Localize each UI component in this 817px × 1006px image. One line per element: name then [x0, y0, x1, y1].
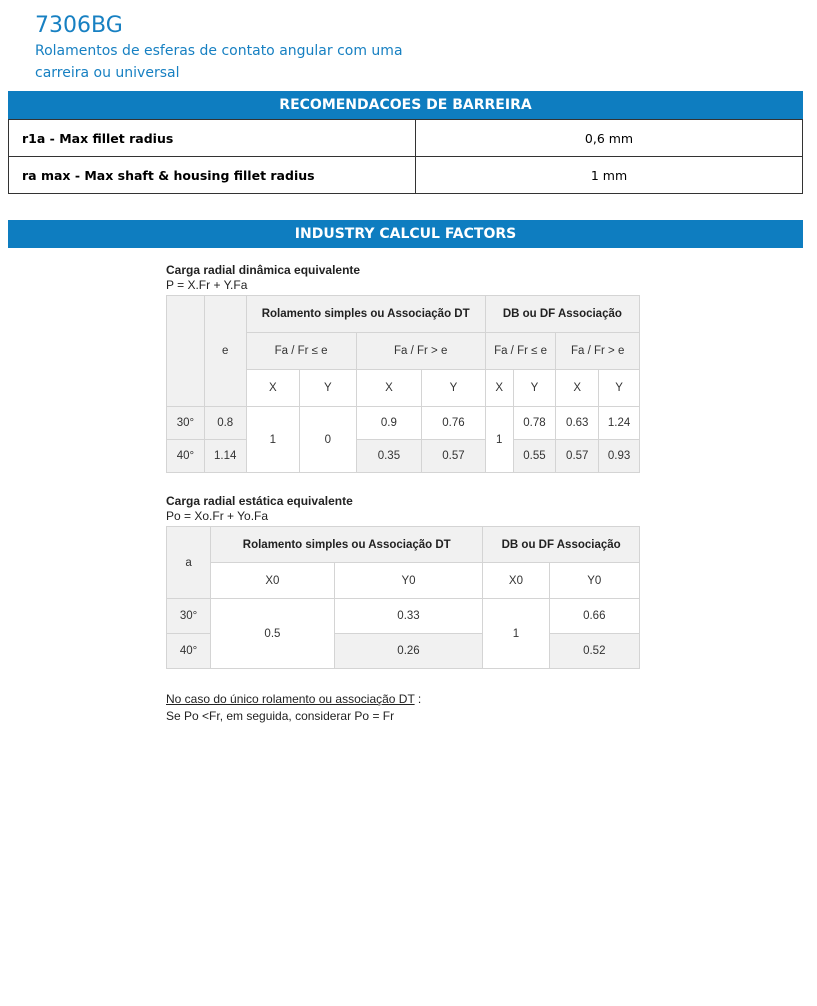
- x-header: X: [556, 370, 599, 407]
- angle-cell: 40°: [167, 634, 211, 669]
- dynamic-load-formula: P = X.Fr + Y.Fa: [166, 278, 248, 292]
- value-cell: 0: [300, 407, 357, 473]
- angle-cell: 30°: [167, 407, 205, 440]
- cond-header: Fa / Fr ≤ e: [246, 333, 356, 370]
- table-row: [9, 120, 803, 157]
- x-header: X: [356, 370, 422, 407]
- value-cell: 0.93: [599, 440, 640, 473]
- value-cell: 0.63: [556, 407, 599, 440]
- group-single-header: Rolamento simples ou Associação DT: [211, 527, 483, 563]
- dynamic-factors-table: [166, 295, 640, 473]
- value-cell: 0.78: [513, 407, 556, 440]
- barrier-table: [8, 119, 803, 194]
- e-cell: 1.14: [204, 440, 246, 473]
- value-cell: 0.33: [334, 599, 483, 634]
- table-row: [167, 563, 640, 599]
- value-cell: 1: [246, 407, 300, 473]
- x0-header: X0: [483, 563, 549, 599]
- group-pair-header: DB ou DF Associação: [483, 527, 640, 563]
- table-row: [9, 157, 803, 194]
- spec-label: ra max - Max shaft & housing fillet radius: [9, 157, 416, 194]
- barrier-section-title: RECOMENDACOES DE BARREIRA: [8, 91, 803, 119]
- static-load-title: Carga radial estática equivalente: [166, 494, 353, 508]
- note-link-text: No caso do único rolamento ou associação DT: [166, 692, 415, 706]
- value-cell: 0.26: [334, 634, 483, 669]
- spec-value: 1 mm: [416, 157, 803, 194]
- factors-note: [166, 691, 640, 725]
- col-e-header: e: [204, 296, 246, 407]
- y-header: Y: [422, 370, 486, 407]
- factors-section-title: INDUSTRY CALCUL FACTORS: [8, 220, 803, 248]
- x-header: X: [485, 370, 513, 407]
- product-subtitle: Rolamentos de esferas de contato angular com uma carreira ou universal: [35, 43, 403, 81]
- note-text: Se Po <Fr, em seguida, considerar Po = Fr: [166, 709, 395, 723]
- x0-header: X0: [211, 563, 335, 599]
- value-cell: 0.55: [513, 440, 556, 473]
- dynamic-load-title: Carga radial dinâmica equivalente: [166, 263, 361, 277]
- angle-cell: 30°: [167, 599, 211, 634]
- value-cell: 1: [483, 599, 549, 669]
- cond-header: Fa / Fr ≤ e: [485, 333, 556, 370]
- value-cell: 0.76: [422, 407, 486, 440]
- table-row: [167, 440, 640, 473]
- calculation-factors-figure: [166, 262, 640, 725]
- y-header: Y: [599, 370, 640, 407]
- table-row: [167, 296, 640, 333]
- y0-header: Y0: [549, 563, 639, 599]
- cond-header: Fa / Fr > e: [556, 333, 640, 370]
- product-code: 7306BG: [35, 13, 123, 38]
- group-single-header: Rolamento simples ou Associação DT: [246, 296, 485, 333]
- static-factors-table: [166, 526, 640, 669]
- note-colon: :: [414, 692, 422, 706]
- cond-header: Fa / Fr > e: [356, 333, 485, 370]
- x-header: X: [246, 370, 300, 407]
- y-header: Y: [300, 370, 357, 407]
- spec-label: r1a - Max fillet radius: [9, 120, 416, 157]
- static-load-formula: Po = Xo.Fr + Yo.Fa: [166, 509, 269, 523]
- table-row: [167, 599, 640, 634]
- spec-value: 0,6 mm: [416, 120, 803, 157]
- value-cell: 0.35: [356, 440, 422, 473]
- product-header: [35, 12, 455, 84]
- value-cell: 1: [485, 407, 513, 473]
- value-cell: 0.52: [549, 634, 639, 669]
- table-row: [167, 527, 640, 563]
- value-cell: 1.24: [599, 407, 640, 440]
- value-cell: 0.57: [422, 440, 486, 473]
- value-cell: 0.9: [356, 407, 422, 440]
- value-cell: 0.66: [549, 599, 639, 634]
- y-header: Y: [513, 370, 556, 407]
- value-cell: 0.5: [211, 599, 335, 669]
- angle-cell: 40°: [167, 440, 205, 473]
- corner-cell: [167, 296, 205, 407]
- col-a-header: a: [167, 527, 211, 599]
- value-cell: 0.57: [556, 440, 599, 473]
- y0-header: Y0: [334, 563, 483, 599]
- table-row: [167, 407, 640, 440]
- e-cell: 0.8: [204, 407, 246, 440]
- group-pair-header: DB ou DF Associação: [485, 296, 639, 333]
